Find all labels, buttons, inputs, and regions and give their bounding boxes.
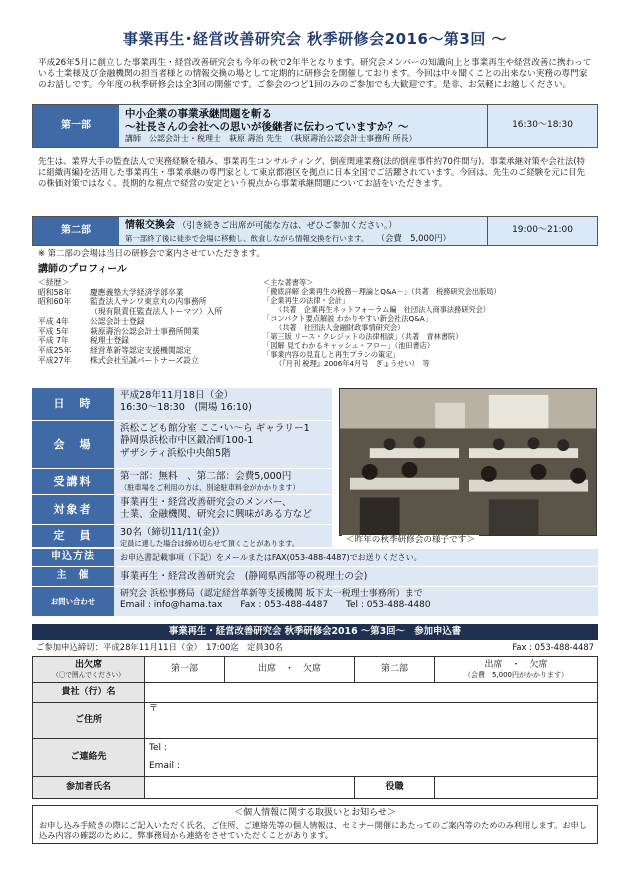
history-label: ＜経歴＞ — [38, 278, 70, 287]
books-label: ＜主な著書等＞ — [263, 278, 314, 287]
history-text: 税理士登録 — [90, 336, 129, 346]
info-row-date — [32, 388, 332, 421]
history-text: （現有限責任監査法人トーマツ）入所 — [90, 307, 223, 317]
history-year: 平成 4年 — [38, 316, 69, 326]
attend-label: 出欠席 — [74, 659, 102, 670]
history-year: 平成27年 — [38, 355, 72, 365]
info-footer — [32, 548, 598, 616]
seminar-photo — [339, 388, 597, 536]
history-year — [38, 307, 90, 317]
application-deadline: ご参加申込締切：平成28年11月11日（金） 17:00迄 定員30名 — [36, 642, 283, 652]
email-label: Email : — [149, 760, 180, 771]
history-row — [38, 327, 263, 337]
date-value — [114, 388, 332, 420]
history-row — [38, 307, 263, 317]
history-row — [38, 297, 263, 307]
session1-time: 16:30～18:30 — [487, 105, 597, 147]
role-label: 役職 — [355, 777, 435, 799]
venue-label: 会 場 — [32, 421, 114, 468]
book-item: 「徹底詳解 企業再生の税務－理論とQ&A－」（共著 税務研究会出版局） — [263, 287, 501, 296]
contact-line2 — [120, 600, 592, 611]
venue-line1: 浜松こども館分室 ここ･い～ら ギャラリー1 — [120, 423, 310, 434]
session2-note: ※ 第二部の会場は当日の研修会で案内させていただきます。 — [38, 248, 265, 258]
fee-value — [114, 469, 332, 494]
session1-subtitle: ～社長さんの会社への思いが後継者に伝わっていますか？～ — [125, 121, 409, 134]
history-text: 監査法人サンワ東京丸の内事務所 — [90, 297, 207, 307]
page-title: 事業再生･経営改善研究会 秋季研修会2016～第3回 ～ — [122, 30, 508, 48]
name-row — [33, 777, 598, 799]
target-line2: 士業、金融機関、研究会に興味がある方など — [120, 509, 312, 521]
speaker-description: 先生は、業界大手の監査法人で実務経験を積み、事業再生コンサルティング、倒産関連業務(法的倒産事件約70件間与)、事業承継対策や会社法(特に組織再編)を活用した事業再生・事業承継の専門家として東京都港区を拠点に日本全国でご活躍されています。今回は、先生のご経験を元に目先の株価対策ではなく、長期的な視点で経営の安定という視点から事業承継問題についてお話をいただきます。 — [38, 156, 585, 188]
info-row-host — [32, 566, 598, 586]
privacy-notice — [32, 805, 598, 844]
history-list — [38, 288, 263, 366]
history-year: 平成 5年 — [38, 326, 69, 336]
part1-choice[interactable]: 出席 ・ 欠席 — [225, 657, 355, 683]
address-field[interactable] — [145, 703, 598, 739]
application-form — [32, 656, 598, 799]
application-title: 事業再生・経営改善研究会 秋季研修会2016 ～第3回～ 参加申込書 — [32, 624, 598, 640]
part2-choice-cell[interactable] — [435, 657, 598, 683]
event-info — [32, 388, 598, 548]
contact-line1: 研究会 浜松事務局（認定経営革新等支援機関 坂下太一税理士事務所）まで — [120, 589, 423, 599]
books-list — [263, 287, 592, 368]
attend-label-cell — [33, 657, 145, 683]
session2-desc: （引き続きご出席が可能な方は、ぜひご参加ください。） — [177, 221, 397, 231]
address-label: ご住所 — [33, 703, 145, 739]
photo-caption: ＜昨年の秋季研修会の様子です＞ — [342, 535, 479, 546]
venue-line3: ザザシティ浜松中央館5階 — [120, 447, 231, 459]
firm-row — [33, 683, 598, 703]
part2-fee-note: （会費 5,000円がかかります） — [463, 670, 569, 679]
fee-label: 受講料 — [32, 469, 114, 494]
tel-label: Tel : — [149, 743, 167, 754]
capacity-value — [114, 525, 332, 547]
target-line1: 事業再生・経営改善研究会のメンバー、 — [120, 497, 292, 508]
attend-row — [33, 657, 598, 683]
part2-choice[interactable]: 出席 ・ 欠席 — [484, 659, 548, 670]
address-row — [33, 703, 598, 739]
session2-body — [119, 217, 487, 245]
target-label: 対象者 — [32, 495, 114, 524]
book-item: （『月刊 税理』2006年4月号 ぎょうせい） 等 — [275, 359, 430, 368]
contact-fax: Fax : 053-488-4487 — [240, 600, 329, 611]
seminar-photo-illustration — [340, 389, 596, 535]
session2-row2 — [125, 233, 481, 244]
book-item: （共著 社団法人金融財政事情研究会） — [275, 323, 405, 332]
book-item: 「企業再生の法律・会計」 — [263, 296, 350, 305]
history-text: 公認会計士登録 — [90, 316, 145, 326]
privacy-text: お申し込み手続きの際にご記入いただく氏名、ご住所、ご連絡先等の個人情報は、セミナー開催にあたってのご案内等のためのみ利用します。お申し込み内容の確認のために、弊事務局から連絡をさせていただくことがあります。 — [39, 819, 587, 841]
history-text: 株式会社至誠パートナーズ設立 — [90, 355, 199, 365]
apply-value: お申込書記載事項（下記）をメールまたはFAX(053-488-4487)でお送りください。 — [114, 549, 598, 566]
history-text: 経営革新等認定支援機関認定 — [90, 346, 192, 356]
part2-label: 第二部 — [355, 657, 435, 683]
info-row-venue — [32, 421, 332, 469]
host-label: 主 催 — [32, 567, 114, 586]
session1-label: 第一部 — [33, 105, 119, 147]
part1-label: 第一部 — [145, 657, 225, 683]
privacy-title: ＜個人情報に関する取扱いとお知らせ＞ — [234, 808, 396, 818]
firm-label: 貴社（行）名 — [33, 683, 145, 703]
role-field[interactable] — [435, 777, 598, 799]
info-row-apply — [32, 548, 598, 566]
book-item: 「第三版 リース・クレジットの法律相談」（共著 青林書院） — [263, 332, 463, 341]
attend-note: （〇で囲んでください） — [52, 671, 125, 679]
history-row — [38, 317, 263, 327]
profile-heading: 講師のプロフィール — [38, 264, 127, 275]
apply-label: 申込方法 — [32, 549, 114, 566]
history-row — [38, 346, 263, 356]
history-year: 昭和60年 — [38, 297, 72, 307]
contact-tel: Tel : 053-488-4480 — [346, 600, 431, 611]
history-text: 萩原壽治公認会計士事務所開業 — [90, 326, 200, 336]
venue-value — [114, 421, 332, 468]
application-fax: Fax : 053-488-4487 — [512, 642, 594, 652]
fee-line2: （駐車場をご利用の方は、別途駐車料金がかかります） — [120, 483, 300, 493]
name-label: 参加者氏名 — [33, 777, 145, 799]
session2-fee: （会費 5,000円） — [376, 232, 451, 243]
history-year: 平成 7年 — [38, 336, 69, 346]
name-field[interactable] — [145, 777, 355, 799]
capacity-line2: 定員に達した場合は締め切らせて頂くことがあります。 — [120, 539, 299, 549]
contact-field[interactable] — [145, 739, 598, 777]
history-text: 慶應義塾大学経済学部卒業 — [90, 287, 184, 297]
info-row-fee — [32, 469, 332, 495]
history-row — [38, 288, 263, 298]
session2-time: 19:00～21:00 — [487, 217, 597, 245]
history-year: 昭和58年 — [38, 287, 72, 297]
capacity-line1: 30名（締切11/11(金)） — [120, 527, 225, 538]
book-item: 「図解 見てわかるキャッシュ・フロー」（池田書店） — [263, 341, 435, 350]
session2-row1 — [125, 220, 481, 233]
session1-box — [32, 104, 598, 148]
session2-sub: 第一部終了後に徒歩で会場に移動し、飲食しながら情報交換を行います。 — [125, 233, 369, 243]
info-row-target — [32, 495, 332, 525]
contact-row — [33, 739, 598, 777]
contact-info-label: ご連絡先 — [33, 739, 145, 777]
capacity-label: 定 員 — [32, 525, 114, 547]
session2-title: 情報交換会 — [125, 220, 175, 231]
postal-mark: 〒 — [149, 704, 159, 714]
history-row — [38, 356, 263, 366]
session1-title: 中小企業の事業承継問題を斬る — [125, 108, 272, 120]
session2-box — [32, 216, 598, 246]
contact-email: Email : info@hama.tax — [120, 600, 223, 611]
info-row-contact — [32, 586, 598, 616]
profile-books — [263, 278, 592, 386]
book-item: （共著 企業再生ネットフォーラム編 社団法人商事法務研究会） — [275, 305, 490, 314]
fee-line1: 第一部：無料 、第二部：会費5,000円 — [120, 471, 292, 482]
history-row — [38, 336, 263, 346]
application-deadline-row — [32, 640, 598, 656]
book-item: 「コンパクト要点解説 わかりやすい新会社法Q&A」 — [263, 314, 432, 323]
info-row-capacity — [32, 525, 332, 548]
session1-speaker: 講師 公認会計士・税理士 萩原 壽治 先生 （萩原壽治公認会計士事務所 所長） — [125, 134, 417, 144]
venue-line2: 静岡県浜松市中区鍛冶町100-1 — [120, 435, 254, 447]
host-value: 事業再生・経営改善研究会 (静岡県西部等の税理士の会) — [114, 567, 598, 586]
contact-label: お問い合わせ — [32, 587, 114, 616]
profile-history — [38, 278, 263, 386]
session2-label: 第二部 — [33, 217, 119, 245]
book-item: 「事業内容の見直しと再生プランの策定」 — [263, 350, 400, 359]
firm-field[interactable] — [145, 683, 598, 703]
target-value — [114, 495, 332, 524]
date-line1: 平成28年11月18日（金） — [120, 390, 234, 401]
history-year: 平成25年 — [38, 346, 72, 356]
contact-value — [114, 587, 598, 616]
date-label: 日 時 — [32, 388, 114, 420]
profile-section — [38, 278, 592, 386]
date-line2: 16:30～18:30 (開場 16:10) — [120, 402, 252, 414]
session1-body — [119, 105, 487, 147]
intro-text: 平成26年5月に創立した事業再生・経営改善研究会も今年の秋で2年半となります。研究会メンバーの知識向上と事業再生や経営改善に携わっている士業様及び金融機関の担当者様との情報交換の場として定期的に研修会を開催しております。今回は中々聞くことの出来ない実務の専門家のお話しです。今年度の秋季研修会は全3回の開催です。ご参会のつど1回のみのご参加でも大歓迎です。是非、お気軽にお越しください。 — [38, 58, 592, 91]
